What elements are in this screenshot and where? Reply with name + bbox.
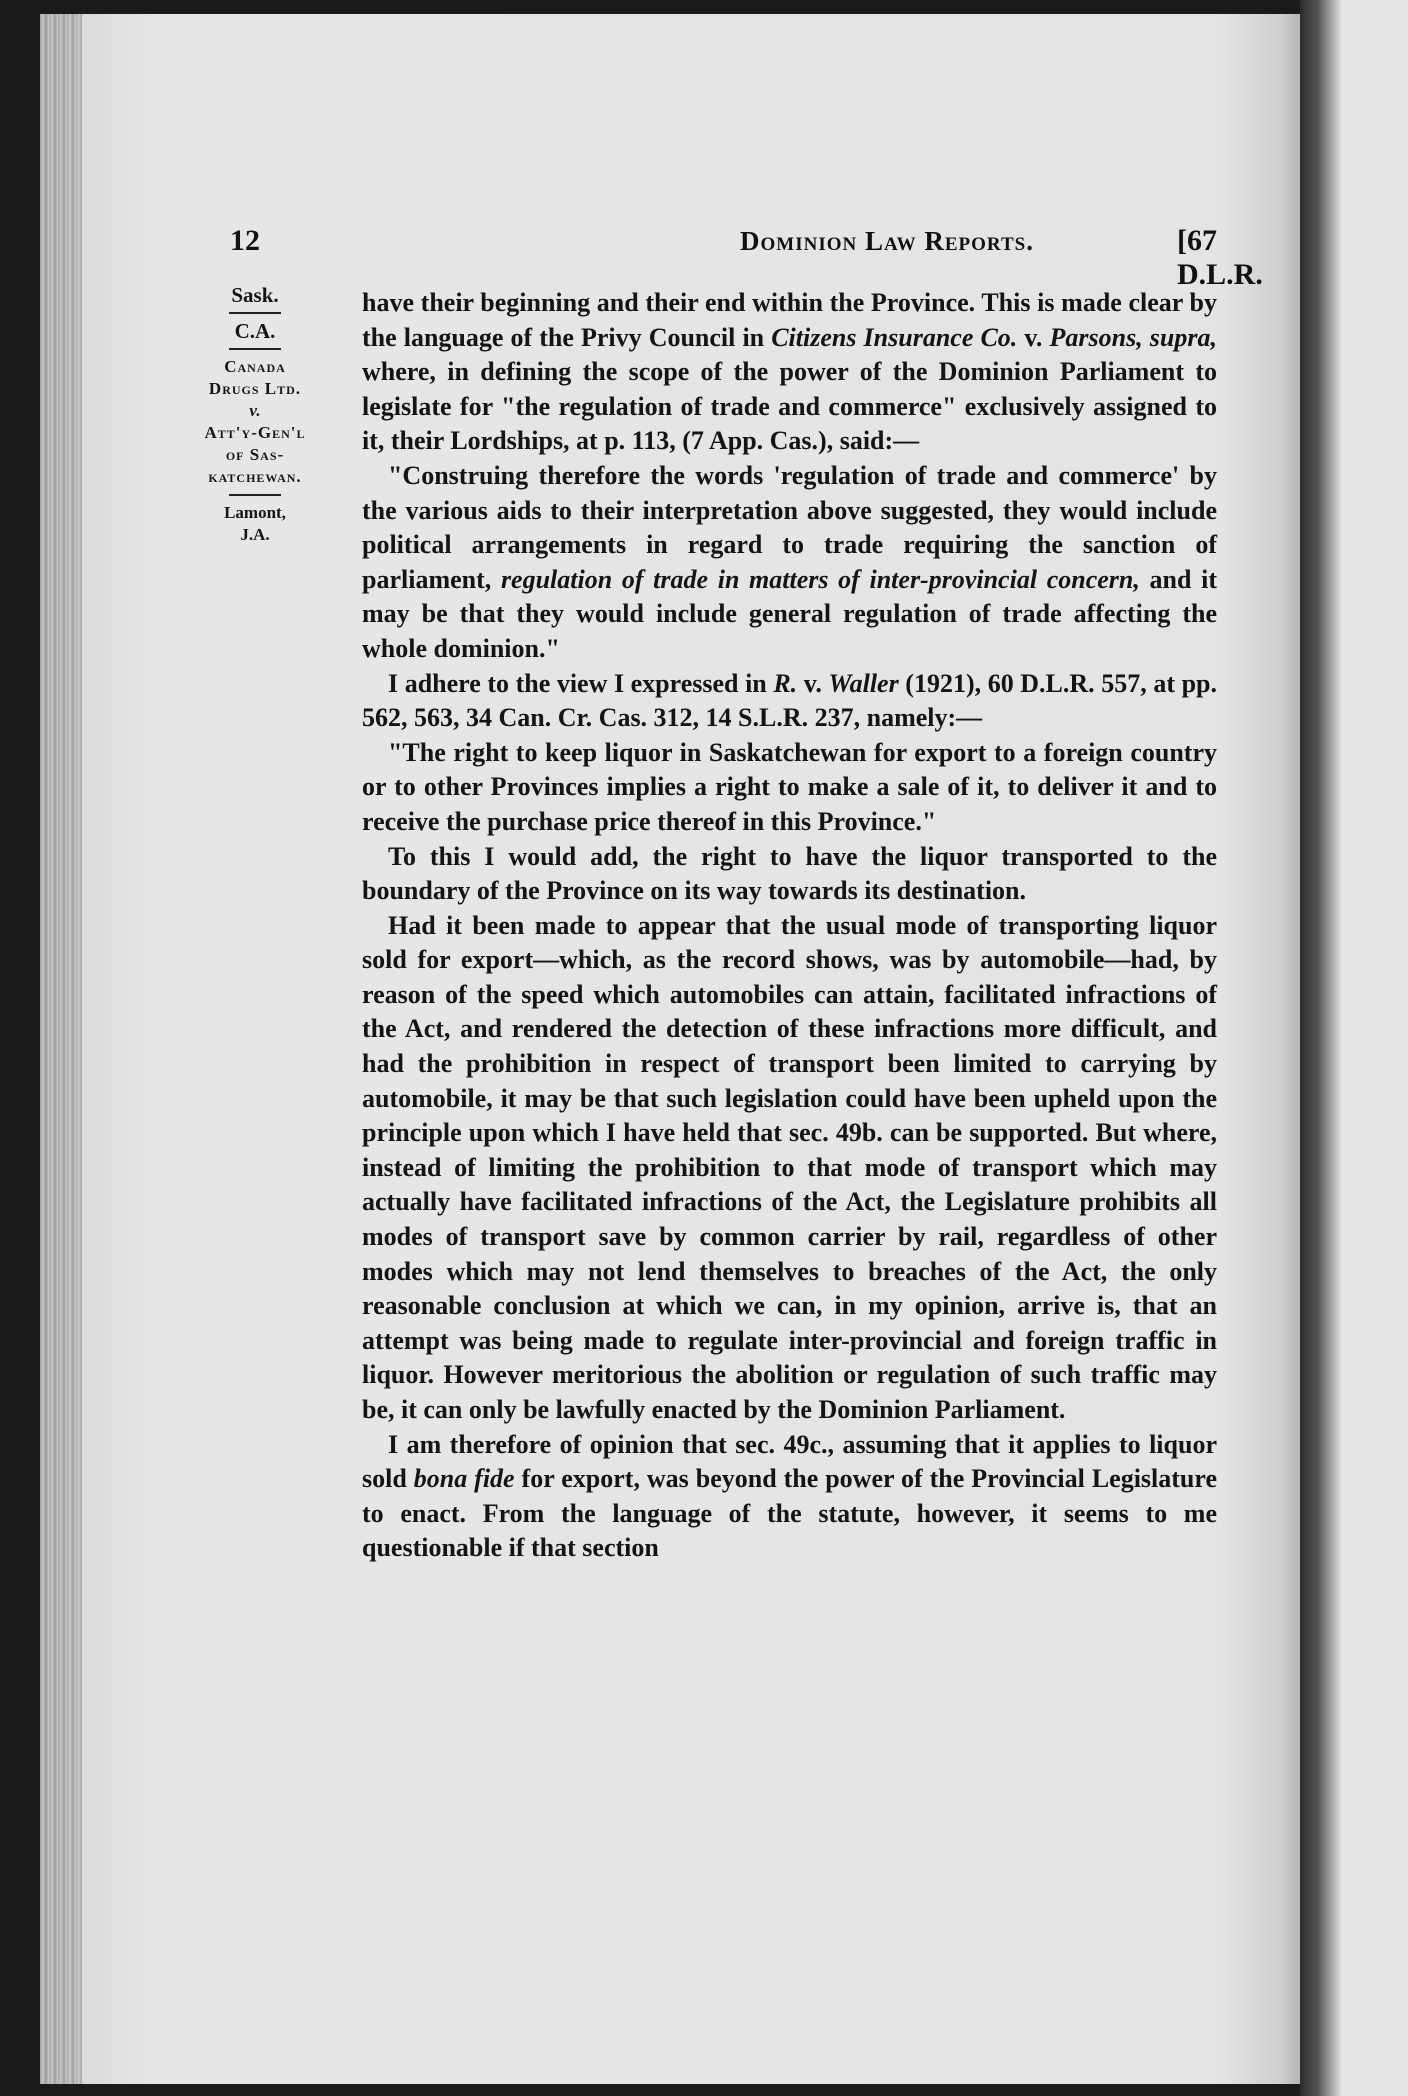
paragraph bbox=[362, 909, 1217, 1428]
paragraph bbox=[362, 459, 1217, 667]
sidenote-case-line: of Sas- bbox=[225, 445, 285, 464]
paragraph bbox=[362, 667, 1217, 736]
sidenote-rule bbox=[229, 312, 281, 314]
case-name: R. bbox=[773, 668, 798, 698]
paragraph bbox=[362, 736, 1217, 840]
sidenote-judge: Lamont, bbox=[224, 503, 286, 522]
sidenote-judge: J.A. bbox=[240, 525, 270, 544]
sidenote-province: Sask. bbox=[231, 283, 279, 307]
text-run: "Construing therefore the words 'regulation of trade and commerce' by the various aids to their interpretation above suggested, they would include political arrangements in regard to trade requiring the sanction of parliament, bbox=[362, 460, 1217, 594]
emphasis: regulation of trade in matters of inter-provincial concern, bbox=[500, 564, 1140, 594]
sidenote-case-line: Drugs Ltd. bbox=[208, 379, 302, 398]
sidenote-case-line: Canada bbox=[224, 357, 286, 376]
text-run: I am therefore of opinion that sec. 49c., assuming that it applies to liquor sold bbox=[362, 1429, 1217, 1494]
text-run: v. bbox=[1017, 322, 1050, 352]
sidenote-rule bbox=[229, 348, 281, 350]
paragraph bbox=[362, 840, 1217, 909]
page-number: 12 bbox=[230, 224, 260, 257]
sidenote-case-line: katchewan. bbox=[208, 467, 302, 486]
sidenote-court: C.A. bbox=[234, 319, 276, 343]
text-run: for export, was beyond the power of the Provincial Legislature to enact. From the language of the statute, however, it seems to me questionable if that section bbox=[362, 1464, 1217, 1563]
text-run: v. bbox=[797, 668, 829, 698]
text-run: To this I would add, the right to have the liquor transported to the boundary of the Province on its way towards its destination. bbox=[362, 841, 1217, 906]
text-run: I adhere to the view I expressed in bbox=[388, 668, 774, 698]
case-name: Parsons, supra, bbox=[1049, 322, 1217, 352]
case-name: Citizens Insurance Co. bbox=[771, 322, 1018, 352]
facing-page-shadow bbox=[1300, 0, 1408, 2096]
page-header bbox=[192, 224, 1263, 291]
case-name: Waller bbox=[828, 668, 899, 698]
margin-sidenote bbox=[170, 284, 340, 546]
emphasis: bona fide bbox=[413, 1464, 515, 1494]
paragraph bbox=[362, 1428, 1217, 1566]
sidenote-versus: v. bbox=[249, 401, 261, 420]
body-text bbox=[362, 286, 1217, 1566]
text-run: and it may be that they would include general regulation of trade affecting the whole dominion." bbox=[362, 564, 1218, 663]
sidenote-case-line: Att'y-Gen'l bbox=[204, 423, 306, 442]
volume-reference: [67 D.L.R. bbox=[1177, 224, 1263, 291]
running-title: Dominion Law Reports. bbox=[740, 226, 1034, 256]
text-run: (1921), 60 D.L.R. 557, at pp. 562, 563, 34 Can. Cr. Cas. 312, 14 S.L.R. 237, namely:— bbox=[362, 668, 1217, 733]
text-run: Had it been made to appear that the usual mode of transporting liquor sold for export—which, as the record shows, was by automobile—had, by reason of the speed which automobiles can attain, facilitated infractions of the Act, and rendered the detection of these infractions more difficult, and had the prohibition in respect of transport been limited to carrying by automobile, it may be that such legislation could have been upheld upon the principle upon which I have held that sec. 49b. can be supported. But where, instead of limiting the prohibition to that mode of transport which may actually have facilitated infractions of the Act, the Legislature prohibits all modes of transport save by common carrier by rail, regardless of other modes which may not lend themselves to breaches of the Act, the only reasonable conclusion at which we can, in my opinion, arrive is, that an attempt was being made to regulate inter-provincial and foreign traffic in liquor. However meritorious the abolition or regulation of such traffic may be, it can only be lawfully enacted by the Dominion Parliament. bbox=[362, 910, 1217, 1424]
paragraph bbox=[362, 286, 1217, 459]
text-run: "The right to keep liquor in Saskatchewan for export to a foreign country or to other Provinces implies a right to make a sale of it, to deliver it and to receive the purchase price thereof in this Province." bbox=[362, 737, 1217, 836]
text-run: where, in defining the scope of the power of the Dominion Parliament to legislate for "the regulation of trade and commerce" exclusively assigned to it, their Lordships, at p. 113, (7 App. Cas.), said:— bbox=[362, 357, 1217, 456]
page-edges bbox=[40, 14, 82, 2084]
text-run: have their beginning and their end within the Province. This is made clear by the language of the Privy Council in bbox=[362, 288, 1217, 352]
sidenote-rule bbox=[229, 494, 281, 496]
